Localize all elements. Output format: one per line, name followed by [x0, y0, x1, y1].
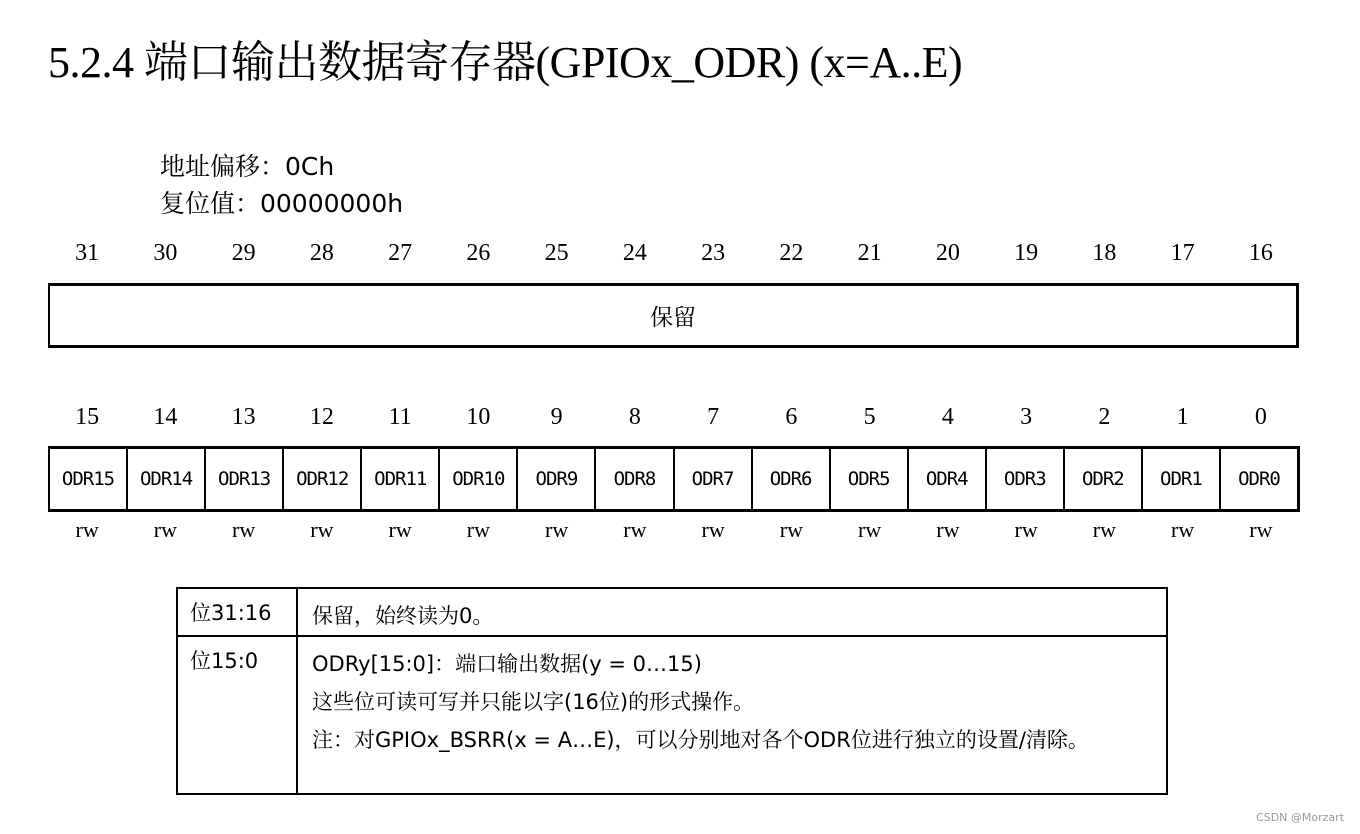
bit-number: 2 [1098, 404, 1111, 430]
bit-number: 10 [466, 404, 491, 430]
table-row [177, 636, 1167, 794]
bit-range: 位15:0 [177, 636, 297, 794]
bit-number: 14 [153, 404, 178, 430]
bit-number: 11 [388, 404, 412, 430]
bit-number: 19 [1014, 240, 1039, 266]
odr-fields [48, 446, 1300, 512]
upper-bit-numbers [48, 240, 1300, 267]
access-type: rw [1092, 517, 1116, 542]
access-type: rw [779, 517, 803, 542]
bit-number: 29 [231, 240, 256, 266]
access-type: rw [545, 517, 569, 542]
access-type: rw [310, 517, 334, 542]
odr-field: ODR11 [362, 449, 440, 509]
odr-field: ODR10 [440, 449, 518, 509]
access-type: rw [232, 517, 256, 542]
bit-number: 8 [628, 404, 641, 430]
bit-number: 24 [622, 240, 647, 266]
odr-field: ODR7 [675, 449, 753, 509]
description-line: 保留，始终读为0。 [312, 604, 494, 628]
bit-number: 5 [863, 404, 876, 430]
access-type: rw [936, 517, 960, 542]
lower-bit-numbers [48, 404, 1300, 431]
bit-number: 20 [935, 240, 960, 266]
bit-number: 6 [785, 404, 798, 430]
bit-number: 31 [75, 240, 100, 266]
odr-field: ODR4 [909, 449, 987, 509]
access-type: rw [1014, 517, 1038, 542]
access-type: rw [1249, 517, 1273, 542]
access-type: rw [153, 517, 177, 542]
reserved-field [48, 283, 1299, 348]
bit-number: 17 [1170, 240, 1195, 266]
bit-number: 21 [857, 240, 882, 266]
odr-field: ODR15 [50, 449, 128, 509]
odr-field: ODR12 [284, 449, 362, 509]
description-line: 这些位可读可写并只能以字(16位)的形式操作。 [312, 690, 755, 714]
bit-number: 7 [707, 404, 720, 430]
bit-number: 27 [388, 240, 413, 266]
reserved-label: 保留 [650, 305, 696, 331]
bit-number: 0 [1254, 404, 1267, 430]
odr-field: ODR5 [831, 449, 909, 509]
bit-description-table [176, 587, 1168, 795]
bit-number: 30 [153, 240, 178, 266]
access-types [48, 517, 1300, 543]
odr-field: ODR0 [1221, 449, 1300, 509]
odr-field: ODR1 [1143, 449, 1221, 509]
bit-description [297, 636, 1167, 794]
description-note: 注：对GPIOx_BSRR(x = A…E)，可以分别地对各个ODR位进行独立的设置/清除。 [312, 728, 1089, 752]
odr-field: ODR14 [128, 449, 206, 509]
bit-number: 15 [75, 404, 100, 430]
bit-number: 13 [231, 404, 256, 430]
table-row [177, 588, 1167, 636]
odr-field: ODR3 [987, 449, 1065, 509]
reset-value: 复位值：00000000h [160, 189, 404, 218]
bit-number: 16 [1248, 240, 1273, 266]
bit-number: 12 [309, 404, 334, 430]
access-type: rw [388, 517, 412, 542]
bit-number: 26 [466, 240, 491, 266]
section-title: 5.2.4 端口输出数据寄存器(GPIOx_ODR) (x=A..E) [48, 38, 963, 87]
address-offset: 地址偏移：0Ch [160, 152, 335, 181]
access-type: rw [623, 517, 647, 542]
odr-field: ODR9 [518, 449, 596, 509]
odr-field: ODR6 [753, 449, 831, 509]
bit-number: 22 [779, 240, 804, 266]
odr-field: ODR8 [596, 449, 674, 509]
access-type: rw [858, 517, 882, 542]
access-type: rw [75, 517, 99, 542]
access-type: rw [466, 517, 490, 542]
bit-number: 3 [1020, 404, 1033, 430]
bit-number: 9 [550, 404, 563, 430]
description-line: ODRy[15:0]：端口输出数据(y = 0…15) [312, 652, 702, 676]
bit-number: 23 [701, 240, 726, 266]
watermark: CSDN @Morzart [1256, 811, 1344, 824]
access-type: rw [701, 517, 725, 542]
access-type: rw [1171, 517, 1195, 542]
bit-number: 28 [309, 240, 334, 266]
bit-number: 25 [544, 240, 569, 266]
bit-number: 1 [1176, 404, 1189, 430]
odr-field: ODR13 [206, 449, 284, 509]
bit-description [297, 588, 1167, 636]
odr-field: ODR2 [1065, 449, 1143, 509]
bit-number: 18 [1092, 240, 1117, 266]
bit-range: 位31:16 [177, 588, 297, 636]
bit-number: 4 [941, 404, 954, 430]
